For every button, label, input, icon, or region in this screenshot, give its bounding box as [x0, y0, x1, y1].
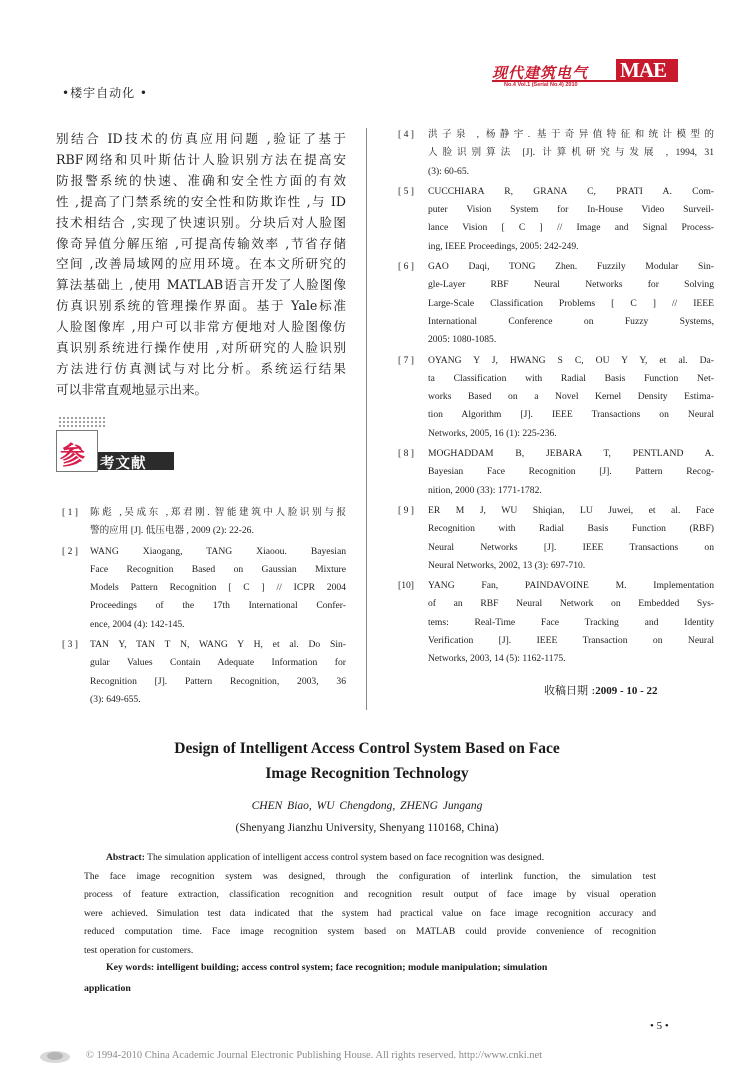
- reference-line: Face Recognition Based on Gaussian Mixture: [90, 563, 346, 575]
- received-label: 收稿日期 :: [544, 684, 596, 697]
- reference-item: [398, 577, 714, 669]
- reference-line: works Based on a Novel Kernel Density Estima-: [428, 391, 714, 403]
- reference-line: ence, 2004 (4): 142-145.: [90, 618, 185, 630]
- reference-line: CUCCHIARA R, GRANA C, PRATI A. Com-: [428, 185, 714, 197]
- body-line: 别结合 ID技术的仿真应用问题 ,验证了基于: [56, 131, 346, 146]
- reference-line: 陈彪 ,吴成东 ,郑君刚. 智能建筑中人脸识别与报: [90, 507, 346, 518]
- reference-item: [62, 504, 346, 541]
- reference-line: WANG Xiaogang, TANG Xiaoou. Bayesian: [90, 545, 346, 557]
- english-affiliation: (Shenyang Jianzhu University, Shenyang 110168, China): [235, 822, 499, 834]
- abstract-line: reduced computation time. Face image recognition system based on MATLAB could provide convenience of recognition: [84, 926, 656, 937]
- copyright-footer: © 1994-2010 China Academic Journal Electronic Publishing House. All rights reserved. http://www.cnki.net: [86, 1050, 543, 1061]
- column-divider: [366, 128, 367, 710]
- abstract-line: process of feature extraction, classification recognition and recognition result output of face image by visual operation: [84, 889, 656, 900]
- reference-line: gular Values Contain Adequate Information for: [90, 657, 346, 669]
- journal-name: 现代建筑电气: [492, 64, 589, 82]
- keywords-line-2: application: [84, 983, 131, 994]
- reference-line: 洪子泉 , 杨静宇. 基于奇异值特征和统计模型的: [428, 129, 714, 140]
- body-line: 可以非常直观地显示出来。: [56, 381, 208, 397]
- reference-number: [ 7 ]: [398, 354, 414, 366]
- reference-line: ER M J, WU Shiqian, LU Juwei, et al. Face: [428, 505, 714, 516]
- journal-logo-text: MAE: [620, 58, 666, 82]
- reference-line: Proceedings of the 17th International Confer-: [90, 600, 346, 612]
- abstract-line: [106, 849, 656, 868]
- dot-pattern: [58, 416, 106, 428]
- body-line: 方法进行仿真测试与对比分析。系统运行结果: [56, 360, 346, 376]
- reference-line: MOGHADDAM B, JEBARA T, PENTLAND A.: [428, 448, 714, 460]
- reference-line: Models Pattern Recognition [ C ] // ICPR 2004: [90, 582, 346, 594]
- reference-line: ta Classification with Radial Basis Function Net-: [428, 372, 714, 384]
- section-header: •楼宇自动化 •: [62, 86, 148, 100]
- reference-item: [398, 126, 714, 181]
- reference-line: TAN Y, TAN T N, WANG Y H, et al. Do Sin-: [90, 639, 346, 651]
- reference-number: [ 2 ]: [62, 545, 78, 557]
- body-line: 真识别系统进行操作使用 ,对所研究的人脸识别: [56, 340, 346, 355]
- body-line: 技术相结合 ,实现了快速识别。分块后对人脸图: [56, 214, 346, 230]
- reference-line: (3): 60-65.: [428, 165, 470, 177]
- journal-logo: [492, 58, 682, 98]
- body-line: 防报警系统的快速、准确和安全性方面的有效: [56, 172, 346, 188]
- reference-line: Networks, 2005, 16 (1): 225-236.: [428, 427, 557, 439]
- reference-item: [398, 183, 714, 256]
- abstract-line: were achieved. Simulation test data indicated that the system had practical value on face image recognition accuracy and: [84, 907, 656, 919]
- reference-line: ing, IEEE Proceedings, 2005: 242-249.: [428, 240, 579, 252]
- abstract-label: Abstract:: [106, 852, 145, 863]
- reference-line: 2005: 1080-1085.: [428, 334, 497, 346]
- body-line: 像奇异值分解压缩 ,可提高传输效率 ,节省存储: [56, 235, 346, 251]
- english-authors: CHEN Biao, WU Chengdong, ZHENG Jungang: [251, 800, 483, 812]
- reference-number: [ 9 ]: [398, 505, 414, 516]
- reference-line: of an RBF Neural Network on Embedded Sys-: [428, 598, 714, 610]
- reference-number: [10]: [398, 580, 414, 592]
- reference-item: [398, 445, 714, 500]
- english-title-line-2: Image Recognition Technology: [265, 765, 469, 782]
- abstract-line: The face image recognition system was designed, through the configuration of interlink function, the simulation test: [84, 870, 656, 882]
- reference-number: [ 8 ]: [398, 448, 414, 460]
- keywords-label: Key words:: [106, 962, 155, 973]
- received-date: [544, 682, 658, 698]
- reference-number: [ 4 ]: [398, 129, 414, 140]
- reference-line: OYANG Y J, HWANG S C, OU Y Y, et al. Da-: [428, 354, 714, 366]
- body-line: 仿真识别系统的管理操作界面。基于 Yale标准: [56, 298, 346, 314]
- body-line: 算法基础上 ,使用 MATLAB语言开发了人脸图像: [56, 277, 346, 293]
- reference-item: [62, 543, 346, 635]
- reference-item: [62, 636, 346, 709]
- reference-number: [ 1 ]: [62, 507, 78, 518]
- body-line: 人脸图像库 ,用户可以非常方便地对人脸图像仿: [56, 319, 346, 335]
- reference-line: Bayesian Face Recognition [J]. Pattern Recog-: [428, 466, 714, 478]
- heading-text: 考文献: [100, 456, 147, 472]
- reference-number: [ 3 ]: [62, 639, 78, 651]
- keywords-line-1: intelligent building; access control system; face recognition; module manipulation; simulation: [156, 962, 548, 973]
- reference-line: Verification [J]. IEEE Transaction on Neural: [428, 635, 714, 647]
- abstract-line: test operation for customers.: [84, 944, 194, 956]
- reference-line: 人脸识别算法 [J]. 计算机研究与发展 , 1994, 31: [428, 147, 714, 159]
- reference-number: [ 6 ]: [398, 261, 414, 273]
- reference-line: lance Vision [ C ] // Image and Signal Process-: [428, 222, 714, 234]
- reference-line: Networks, 2003, 14 (5): 1162-1175.: [428, 653, 566, 665]
- references-heading: [56, 416, 174, 480]
- reference-line: Recognition with Radial Basis Function (RBF): [428, 523, 714, 535]
- page-number: • 5 •: [650, 1020, 669, 1032]
- received-value: 2009 - 10 - 22: [595, 685, 658, 697]
- body-line: 性 ,提高了门禁系统的安全性和防欺诈性 ,与 ID: [56, 193, 346, 209]
- reference-item: [398, 502, 714, 575]
- keywords-continued: [84, 983, 131, 994]
- reference-number: [ 5 ]: [398, 185, 414, 197]
- journal-issue: No.4 Vol.1 (Serial No.4) 2010: [504, 82, 578, 88]
- reference-line: (3): 649-655.: [90, 693, 141, 705]
- reference-line: Neural Networks [J]. IEEE Transactions on: [428, 541, 714, 553]
- abstract-text: The simulation application of intelligent access control system based on face recognition was designed.: [147, 852, 545, 863]
- body-line: 空间 ,改善局域网的应用环境。在本文所研究的: [56, 256, 346, 272]
- cnki-logo-icon: [38, 1048, 72, 1064]
- reference-line: 警的应用 [J]. 低压电器 , 2009 (2): 22-26.: [90, 525, 254, 537]
- keywords: [106, 962, 547, 973]
- reference-item: [398, 352, 714, 444]
- reference-line: International Conference on Fuzzy Systems,: [428, 315, 714, 327]
- body-line: RBF网络和贝叶斯估计人脸识别方法在提高安: [56, 151, 346, 167]
- heading-first-char: 参: [60, 441, 86, 470]
- reference-line: Neural Networks, 2002, 13 (3): 697-710.: [428, 559, 586, 571]
- reference-line: gle-Layer RBF Neural Networks for Solving: [428, 279, 714, 291]
- reference-line: tion Algorithm [J]. IEEE Transactions on Neural: [428, 409, 714, 421]
- reference-line: Large-Scale Classification Problems [ C ] // IEEE: [428, 297, 714, 309]
- reference-item: [398, 258, 714, 350]
- reference-line: nition, 2000 (33): 1771-1782.: [428, 484, 542, 496]
- reference-line: tems: Real-Time Face Tracking and Identity: [428, 616, 714, 628]
- reference-line: puter Vision System for In-House Video Surveil-: [428, 204, 714, 216]
- english-title-line-1: Design of Intelligent Access Control System Based on Face: [174, 740, 560, 757]
- reference-line: Recognition [J]. Pattern Recognition, 2003, 36: [90, 675, 346, 687]
- reference-line: GAO Daqi, TONG Zhen. Fuzzily Modular Sin-: [428, 261, 714, 273]
- reference-line: YANG Fan, PAINDAVOINE M. Implementation: [428, 580, 714, 592]
